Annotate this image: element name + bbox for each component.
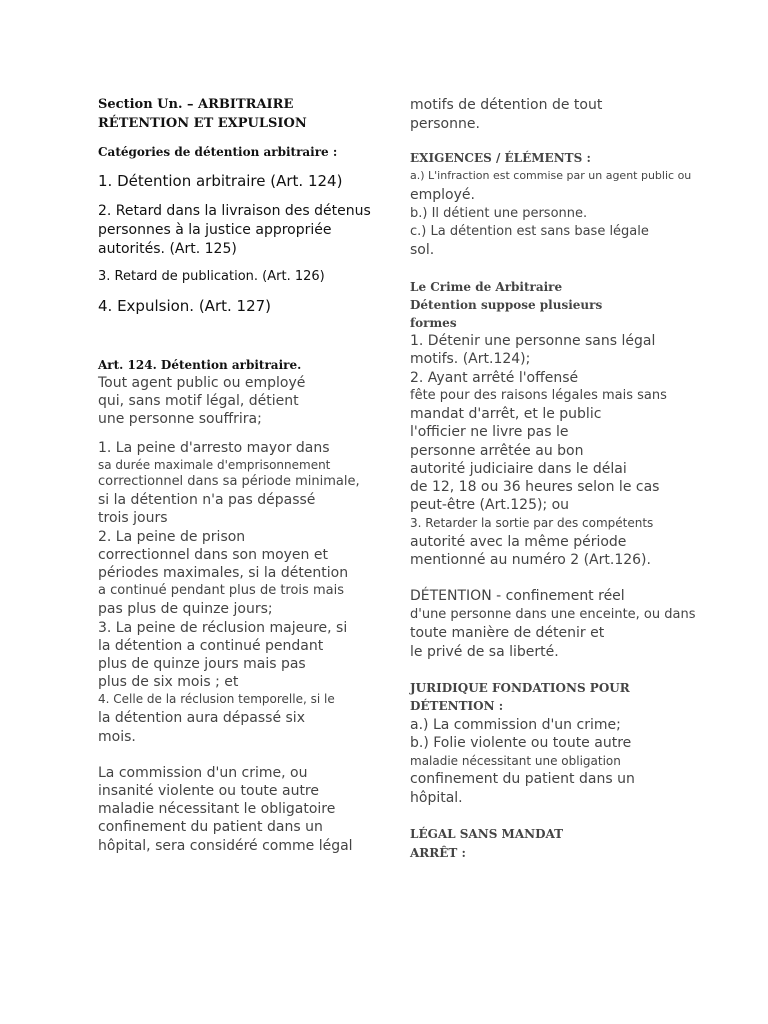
form-line: mentionné au numéro 2 (Art.126). bbox=[410, 552, 651, 568]
penalty-line: plus de six mois ; et bbox=[98, 674, 239, 690]
penalty-line: 2. La peine de prison bbox=[98, 529, 246, 545]
section-title-line-1: Section Un. – ARBITRAIRE bbox=[98, 97, 294, 112]
penalty-line: sa durée maximale d'emprisonnement bbox=[98, 458, 331, 472]
category-item-cont: autorités. (Art. 125) bbox=[98, 241, 237, 257]
form-line: fête pour des raisons légales mais sans bbox=[410, 388, 667, 403]
detention-definition-line: le privé de sa liberté. bbox=[410, 644, 559, 660]
requirement-line: a.) L'infraction est commise par un agent public ou bbox=[410, 169, 692, 182]
legal-ground-line: confinement du patient dans un bbox=[410, 771, 635, 787]
form-line: mandat d'arrêt, et le public bbox=[410, 406, 602, 422]
art124-intro-line bbox=[98, 375, 358, 391]
form-line: 3. Retarder la sortie par des compétents bbox=[410, 516, 654, 530]
penalty-line: 4. Celle de la réclusion temporelle, si le bbox=[98, 692, 335, 706]
form-line: l'officier ne livre pas le bbox=[410, 424, 569, 440]
commission-line: hôpital, sera considéré comme légal bbox=[98, 838, 353, 854]
penalty-line: périodes maximales, si la détention bbox=[98, 565, 349, 581]
warrantless-heading: LÉGAL SANS MANDAT bbox=[410, 827, 564, 841]
art124-intro-line: une personne souffrira; bbox=[98, 411, 262, 427]
penalty-line: la détention aura dépassé six bbox=[98, 710, 305, 726]
category-item: 3. Retard de publication. (Art. 126) bbox=[98, 269, 325, 284]
requirements-heading: EXIGENCES / ÉLÉMENTS : bbox=[410, 151, 591, 165]
penalty-line: 1. La peine d'arresto mayor dans bbox=[98, 440, 330, 456]
requirement-line: employé. bbox=[410, 187, 475, 203]
form-line: personne arrêtée au bon bbox=[410, 443, 584, 459]
legal-ground-line: b.) Folie violente ou toute autre bbox=[410, 735, 632, 751]
commission-line: La commission d'un crime, ou bbox=[98, 765, 308, 781]
form-line: motifs. (Art.124); bbox=[410, 351, 531, 367]
penalty-line: correctionnel dans sa période minimale, bbox=[98, 474, 360, 489]
art124-intro-line: qui, sans motif légal, détient bbox=[98, 393, 299, 409]
penalty-line: si la détention n'a pas dépassé bbox=[98, 492, 316, 508]
crime-heading-line: Le Crime de Arbitraire bbox=[410, 280, 563, 294]
detention-definition-line: toute manière de détenir et bbox=[410, 625, 605, 641]
category-item: 1. Détention arbitraire (Art. 124) bbox=[98, 172, 343, 190]
commission-line: maladie nécessitant le obligatoire bbox=[98, 801, 336, 817]
penalty-line: plus de quinze jours mais pas bbox=[98, 656, 306, 672]
form-line: autorité judiciaire dans le délai bbox=[410, 461, 627, 477]
commission-line: insanité violente ou toute autre bbox=[98, 783, 319, 799]
continuation-line: motifs de détention de tout bbox=[410, 97, 603, 113]
section-title-line-2: RÉTENTION ET EXPULSION bbox=[98, 116, 307, 131]
continuation-line: personne. bbox=[410, 116, 480, 132]
form-line: de 12, 18 ou 36 heures selon le cas bbox=[410, 479, 660, 495]
form-line: 2. Ayant arrêté l'offensé bbox=[410, 370, 579, 386]
requirement-line: sol. bbox=[410, 242, 435, 258]
art124-heading: Art. 124. Détention arbitraire. bbox=[98, 358, 302, 372]
legal-ground-line: a.) La commission d'un crime; bbox=[410, 717, 621, 733]
warrantless-heading: ARRÊT : bbox=[410, 846, 466, 860]
category-item-cont: personnes à la justice appropriée bbox=[98, 222, 332, 238]
form-line: 1. Détenir une personne sans légal bbox=[410, 333, 656, 349]
requirement-line: b.) Il détient une personne. bbox=[410, 206, 588, 221]
penalty-line: 3. La peine de réclusion majeure, si bbox=[98, 620, 348, 636]
requirement-line: c.) La détention est sans base légale bbox=[410, 224, 649, 239]
commission-line: confinement du patient dans un bbox=[98, 819, 323, 835]
penalty-line: la détention a continué pendant bbox=[98, 638, 324, 654]
legal-grounds-heading: JURIDIQUE FONDATIONS POUR bbox=[410, 681, 630, 695]
penalty-line: pas plus de quinze jours; bbox=[98, 601, 273, 617]
penalty-line: correctionnel dans son moyen et bbox=[98, 547, 328, 563]
crime-heading-line: Détention suppose plusieurs bbox=[410, 298, 603, 312]
form-line: peut-être (Art.125); ou bbox=[410, 497, 570, 513]
category-item: 2. Retard dans la livraison des détenus bbox=[98, 203, 371, 219]
detention-definition-line: DÉTENTION - confinement réel bbox=[410, 588, 625, 604]
form-line: autorité avec la même période bbox=[410, 534, 627, 550]
legal-grounds-heading: DÉTENTION : bbox=[410, 699, 504, 713]
penalty-line: trois jours bbox=[98, 510, 168, 526]
text: Tout agent public ou employé bbox=[98, 375, 306, 391]
penalty-line: mois. bbox=[98, 729, 136, 745]
detention-definition-line: d'une personne dans une enceinte, ou dans bbox=[410, 607, 696, 622]
categories-heading: Catégories de détention arbitraire : bbox=[98, 145, 338, 159]
category-item: 4. Expulsion. (Art. 127) bbox=[98, 297, 272, 315]
penalty-line: a continué pendant plus de trois mais bbox=[98, 583, 344, 598]
crime-heading-line: formes bbox=[410, 316, 457, 330]
legal-ground-line: maladie nécessitant une obligation bbox=[410, 754, 621, 768]
legal-ground-line: hôpital. bbox=[410, 790, 463, 806]
